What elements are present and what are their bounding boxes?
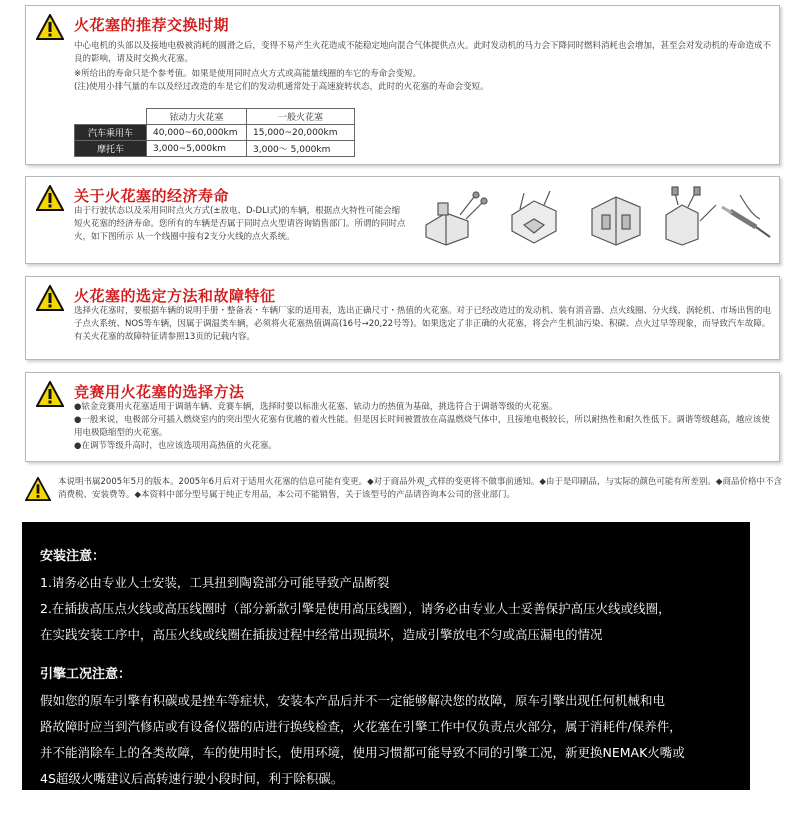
warning-icon — [36, 14, 64, 40]
install-line: 2.在插拔高压点火线或高压线圈时（部分新款引擎是使用高压线圈），请务必由专业人士妥善保护高压火线或线圈， — [40, 601, 671, 616]
warning-icon — [36, 285, 64, 311]
paragraph: ●一般来说，电极部分可插入燃烧室内的突出型火花塞有优越的着火性能。但是因长时间被置放在高温燃烧气体中，且接地电极较长，所以耐热性和耐久性低下。调谐等级越高，越应该使用电极隐缩型的火花塞。 — [74, 415, 770, 438]
section-title: 关于火花塞的经济寿命 — [74, 187, 230, 205]
section-text — [74, 205, 407, 244]
spacer — [40, 648, 750, 662]
row-header: 汽车乘用车 — [75, 125, 147, 141]
card-economic-life — [25, 176, 780, 264]
install-heading: 安装注意： — [40, 549, 106, 564]
paragraph: 选择火花塞时，要根据车辆的说明手册・整备表・车辆厂家的适用表，选出正确尺寸・热值的火花塞。对于已经改造过的发动机、装有消音器、点火线圈、分火线、涡轮机、市场出售的电子点火系统、NOS等车辆，因属于调温类车辆，必须将火花塞热值调高(16号→20,22号等)。如果选定了非正确的火花塞，将会产生机油污染、积碳、点火过早等现象，而导致汽车故障。有关火花塞的故障特征请参照13页的记载内容。 — [74, 306, 772, 342]
table-row — [75, 141, 355, 157]
notice-panel — [22, 522, 750, 790]
section-text — [74, 401, 771, 453]
table-cell: 3,000～ 5,000km — [247, 141, 355, 157]
paragraph: ●在调节等级升高时，也应该选项用高热值的火花塞。 — [74, 441, 277, 451]
card-racing-selection — [25, 372, 780, 462]
warning-icon — [25, 477, 51, 501]
engine-line: 并不能消除车上的各类故障，车的使用时长，使用环境，使用习惯都可能导致不同的引擎工况，新更换NEMAK火嘴或 — [40, 745, 685, 760]
engine-heading: 引擎工况注意： — [40, 667, 132, 682]
paragraph: ※所给出的寿命只是个参考值。如果是使用同时点火方式或高能量线圈的车它的寿命会变短。 — [74, 69, 422, 79]
install-line: 1.请务必由专业人士安装，工具扭到陶瓷部分可能导致产品断裂 — [40, 575, 390, 590]
card-selection-method — [25, 276, 780, 360]
section-title: 火花塞的选定方法和故障特征 — [74, 287, 276, 305]
column-header: 铱动力火花塞 — [147, 109, 247, 125]
paragraph: ●铱金竞赛用火花塞适用于调谐车辆、竞赛车辆，选择时要以标准火花塞、铱动力的热值为基础，挑选符合于调谐等级的火花塞。 — [74, 402, 558, 412]
section-text — [74, 305, 771, 344]
column-header: 一般火花塞 — [247, 109, 355, 125]
ignition-coil-illustrations — [416, 185, 776, 247]
paragraph: (注)使用小排气量的车以及经过改造的车是它们的发动机通常处于高速旋转状态，此时的火花塞的寿命会变短。 — [74, 82, 489, 92]
section-title: 火花塞的推荐交换时期 — [74, 16, 230, 34]
engine-line: 假如您的原车引擎有积碳或是挫车等症状，安装本产品后并不一定能够解决您的故障，原车引擎出现任何机械和电 — [40, 693, 666, 708]
section-title: 竞赛用火花塞的选择方法 — [74, 383, 245, 401]
warning-icon — [36, 185, 64, 211]
card-replacement-period — [25, 5, 780, 165]
table-row — [75, 125, 355, 141]
footnote: 本说明书属2005年5月的版本。2005年6月后对于适用火花塞的信息可能有变更。◆对于商品外观_式样的变更将不做事前通知。◆由于是印刷品，与实际的颜色可能有所差别。◆商品价格中不含消费税、安装费等。◆本资料中部分型号属于纯正专用品，本公司不能销售，关于该型号的产品请咨询本公司的营业部门。 — [58, 477, 782, 500]
install-line: 在实践安装工序中，高压火线或线圈在插拔过程中经常出现损坏，造成引擎放电不匀或高压漏电的情况 — [40, 627, 603, 642]
table-corner — [75, 109, 147, 125]
table-cell: 40,000~60,000km — [147, 125, 247, 141]
section-text — [74, 40, 771, 94]
engine-line: 4S超级火嘴建议后高转速行驶小段时间，利于除积碳。 — [40, 771, 344, 786]
paragraph: 中心电机的头部以及接地电极被消耗的圆滑之后，变得不易产生火花造成不能稳定地向混合气体提供点火。此时发动机的马力会下降同时燃料消耗也会增加，甚至会对发动机的寿命造成不良的影响，请及时交换火花塞。 — [74, 41, 772, 64]
engine-line: 路故障时应当到汽修店或有设备仪器的店进行换线检查，火花塞在引擎工作中仅负责点火部分，属于消耗件/保养件， — [40, 719, 682, 734]
lifespan-table — [74, 108, 355, 157]
paragraph: 由于行驶状态以及采用同时点火方式(±放电、D-DLI式)的车辆，根据点火特性可能会缩短火花塞的经济寿命。您所有的车辆是否属于同时点火型请咨询销售部门。所谓的同时点火，如下图所示 从一个线圈中接有2支分火线的点火系统。 — [74, 206, 406, 242]
row-header: 摩托车 — [75, 141, 147, 157]
table-header-row — [75, 109, 355, 125]
table-cell: 3,000~5,000km — [147, 141, 247, 157]
warning-icon — [36, 381, 64, 407]
table-cell: 15,000~20,000km — [247, 125, 355, 141]
